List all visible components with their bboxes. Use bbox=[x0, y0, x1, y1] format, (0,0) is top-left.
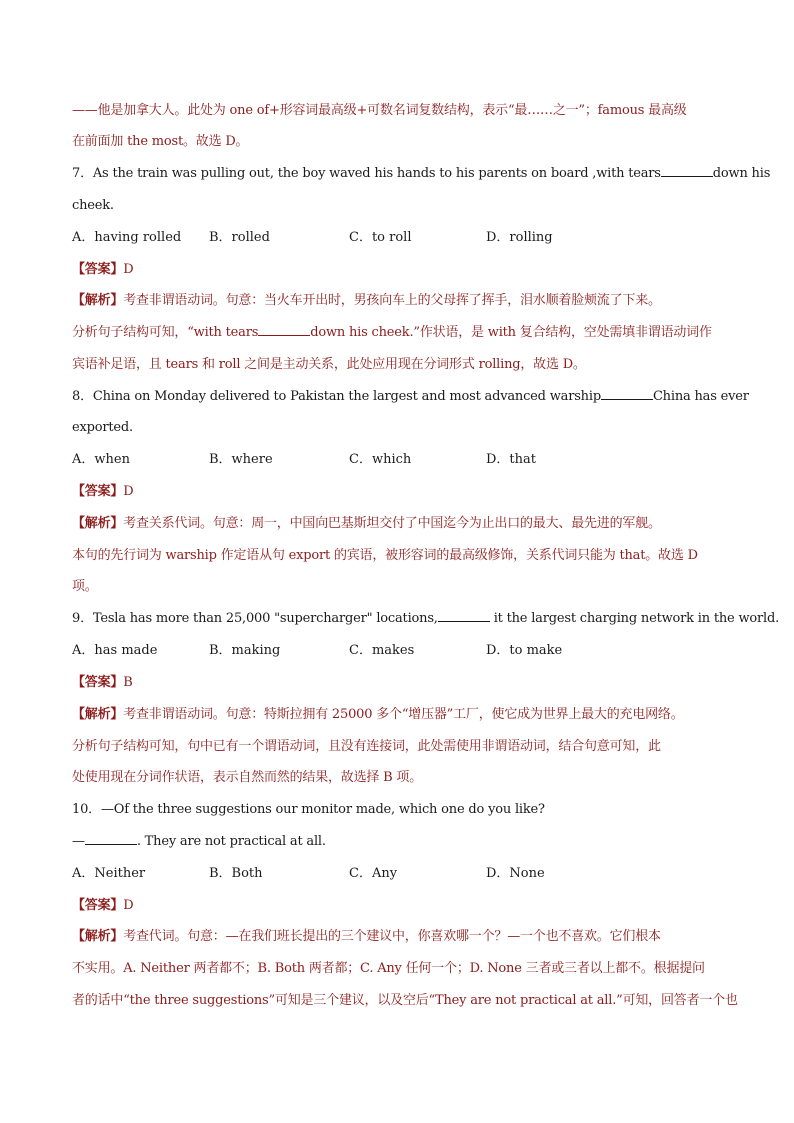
question-7-stem-cont: cheek. bbox=[72, 198, 114, 213]
analysis-line: 本句的先行词为 warship 作定语从句 export 的宾语，被形容词的最高级修饰，关系代词只能为 that。故选 D bbox=[72, 548, 698, 563]
answer-line: 【答案】B bbox=[72, 675, 133, 690]
explanation-line: 在前面加 the most。故选 D。 bbox=[72, 134, 249, 149]
answer-line: 【答案】D bbox=[72, 484, 134, 499]
analysis-line: 【解析】考查关系代词。句意：周一，中国向巴基斯坦交付了中国迄今为止出口的最大、最先进的军舰。 bbox=[72, 516, 661, 531]
analysis-line: 不实用。A. Neither 两者都不；B. Both 两者都；C. Any 任何一个；D. None 三者或三者以上都不。根据提问 bbox=[72, 961, 705, 976]
analysis-line: 分析句子结构可知，句中已有一个谓语动词，且没有连接词，此处需使用非谓语动词，结合句意可知，此 bbox=[72, 739, 661, 754]
answer-line: 【答案】D bbox=[72, 898, 134, 913]
option-a: A．having rolled bbox=[72, 230, 182, 245]
analysis-line: 【解析】考查非谓语动词。句意：特斯拉拥有 25000 多个“增压器”工厂，使它成为世界上最大的充电网络。 bbox=[72, 707, 684, 722]
option-c: C．to roll bbox=[349, 230, 412, 245]
question-10-stem: 10．—Of the three suggestions our monitor made, which one do you like? bbox=[72, 802, 545, 817]
analysis-line: 项。 bbox=[72, 579, 98, 594]
analysis-line: 【解析】考查代词。句意：—在我们班长提出的三个建议中，你喜欢哪一个？—一个也不喜欢。它们根本 bbox=[72, 929, 661, 944]
option-d: D．rolling bbox=[486, 230, 553, 245]
option-a: A．when bbox=[72, 452, 130, 467]
option-c: C．makes bbox=[349, 643, 415, 658]
answer-blank bbox=[661, 165, 713, 177]
question-10-reply: — . They are not practical at all. bbox=[72, 834, 326, 849]
option-a: A．has made bbox=[72, 643, 158, 658]
option-c: C．Any bbox=[349, 866, 398, 881]
explanation-line: ——他是加拿大人。此处为 one of+形容词最高级+可数名词复数结构，表示“最……之一”；famous 最高级 bbox=[72, 103, 687, 118]
answer-blank bbox=[85, 833, 137, 845]
analysis-line: 【解析】考查非谓语动词。句意：当火车开出时，男孩向车上的父母挥了挥手，泪水顺着脸颊流了下来。 bbox=[72, 293, 661, 308]
option-d: D．to make bbox=[486, 643, 563, 658]
question-8-stem: 8．China on Monday delivered to Pakistan the largest and most advanced warship China has ever bbox=[72, 389, 749, 404]
analysis-line: 者的话中“the three suggestions”可知是三个建议，以及空后“They are not practical at all.”可知，回答者一个也 bbox=[72, 993, 738, 1008]
option-b: B．making bbox=[209, 643, 281, 658]
analysis-line: 分析句子结构可知，“with tears down his cheek.”作状语，是 with 复合结构，空处需填非谓语动词作 bbox=[72, 325, 712, 340]
answer-line: 【答案】D bbox=[72, 262, 134, 277]
answer-blank bbox=[601, 388, 653, 400]
option-d: D．None bbox=[486, 866, 545, 881]
analysis-line: 宾语补足语，且 tears 和 roll 之间是主动关系，此处应用现在分词形式 rolling，故选 D。 bbox=[72, 357, 586, 372]
answer-blank bbox=[258, 324, 310, 336]
question-9-stem: 9．Tesla has more than 25,000 "supercharger" locations, it the largest charging network in the world. bbox=[72, 611, 780, 626]
option-b: B．where bbox=[209, 452, 273, 467]
option-d: D．that bbox=[486, 452, 536, 467]
option-a: A．Neither bbox=[72, 866, 146, 881]
option-b: B．rolled bbox=[209, 230, 270, 245]
answer-blank bbox=[438, 610, 490, 622]
question-7-stem: 7．As the train was pulling out, the boy waved his hands to his parents on board ,with tears down his bbox=[72, 166, 771, 181]
analysis-line: 处使用现在分词作状语，表示自然而然的结果，故选择 B 项。 bbox=[72, 770, 423, 785]
option-b: B．Both bbox=[209, 866, 263, 881]
option-c: C．which bbox=[349, 452, 412, 467]
question-8-stem-cont: exported. bbox=[72, 420, 133, 435]
